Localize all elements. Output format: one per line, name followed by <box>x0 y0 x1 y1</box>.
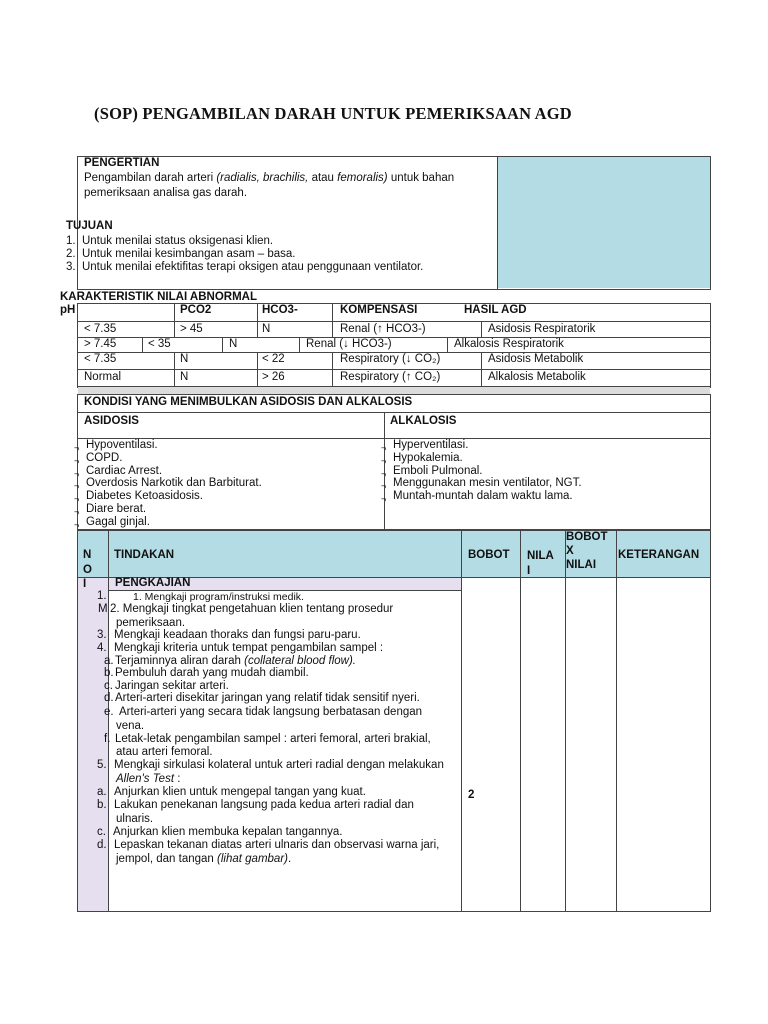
table-cell: Normal <box>84 371 122 383</box>
bullet-icon: ¬ <box>381 494 387 505</box>
bullet-icon: ¬ <box>381 443 387 453</box>
table-cell: N <box>262 323 271 335</box>
bullet-icon: ¬ <box>381 455 387 466</box>
step-line: Arteri-arteri yang secara tidak langsung berbatasan dengan <box>119 706 423 718</box>
tujuan-item: 3. Untuk menilai efektifitas terapi oksigen atau penggunaan ventilator. <box>66 261 424 273</box>
step-line: d. <box>97 839 107 851</box>
col-header-pco2: PCO2 <box>180 304 212 316</box>
no-col-i: I <box>83 578 87 590</box>
bullet-icon: ¬ <box>74 468 80 479</box>
col-header-kompensasi: KOMPENSASI <box>340 304 418 316</box>
list-item: Gagal ginjal. <box>86 515 150 528</box>
step-line: Lepaskan tekanan diatas arteri ulnaris dan observasi warna jari, <box>114 839 440 851</box>
alkalosis-heading: ALKALOSIS <box>390 415 457 427</box>
table-cell: Alkalosis Respiratorik <box>454 338 564 350</box>
table-cell: < 22 <box>262 353 285 365</box>
bobot-value: 2 <box>468 789 475 801</box>
no-col-m: M <box>98 603 108 615</box>
table-cell: > 26 <box>262 371 285 383</box>
table-cell: Respiratory (↓ CO₂) <box>340 353 441 365</box>
table-cell: Asidosis Respiratorik <box>488 323 596 335</box>
header-tindakan: TINDAKAN <box>114 549 175 561</box>
step-line: 2. Mengkaji tingkat pengetahuan klien tentang prosedur <box>110 603 394 615</box>
header-bobot-x-nilai: BOBOT X NILAI <box>566 531 608 571</box>
bullet-icon: ¬ <box>74 507 80 517</box>
header-no: N O <box>83 549 92 576</box>
bullet-icon: ¬ <box>381 481 387 492</box>
step-line: Anjurkan klien membuka kepalan tangannya. <box>113 826 343 838</box>
bullet-icon: ¬ <box>74 455 80 466</box>
tujuan-heading: TUJUAN <box>66 220 113 232</box>
table-cell: N <box>180 371 189 383</box>
step-line: e. <box>104 706 114 718</box>
step-line: Jaringan sekitar arteri. <box>115 680 229 692</box>
list-item: COPD. <box>86 451 123 464</box>
step-line: b. <box>97 799 107 811</box>
col-header-hco3: HCO3- <box>262 304 298 316</box>
step-line: jempol, dan tangan (lihat gambar). <box>116 853 292 865</box>
table-cell: Renal (↓ HCO3-) <box>306 338 392 350</box>
step-line: vena. <box>116 720 145 732</box>
step-line: Arteri-arteri disekitar jaringan yang relatif tidak sensitif nyeri. <box>115 692 420 704</box>
step-line: 4. <box>97 642 107 654</box>
page-title: (SOP) PENGAMBILAN DARAH UNTUK PEMERIKSAAN AGD <box>94 104 572 123</box>
pengertian-text-line2: pemeriksaan analisa gas darah. <box>84 187 248 199</box>
table-cell: Respiratory (↑ CO₂) <box>340 371 441 383</box>
table-cell: > 7.45 <box>84 338 117 350</box>
list-item: Hyperventilasi. <box>393 439 469 451</box>
bullet-icon: ¬ <box>74 443 80 453</box>
step-line: Pembuluh darah yang mudah diambil. <box>115 667 309 679</box>
step-line: c. <box>104 680 113 692</box>
bullet-icon: ¬ <box>381 468 387 479</box>
list-item: Hypoventilasi. <box>86 439 158 451</box>
step-line: Terjaminnya aliran darah (collateral blood flow). <box>115 655 356 667</box>
table-cell: Asidosis Metabolik <box>488 353 584 365</box>
tujuan-item: 1. Untuk menilai status oksigenasi klien. <box>66 235 274 247</box>
step-line: Lakukan penekanan langsung pada kedua arteri radial dan <box>114 799 414 811</box>
pengertian-heading: PENGERTIAN <box>84 157 160 169</box>
list-item: Emboli Pulmonal. <box>393 464 483 477</box>
table-cell: Alkalosis Metabolik <box>488 371 586 383</box>
step-line: a. <box>97 786 107 798</box>
step-line: d. <box>104 692 114 704</box>
bullet-icon: ¬ <box>74 481 80 492</box>
list-item: Menggunakan mesin ventilator, NGT. <box>393 477 582 490</box>
karakteristik-heading: KARAKTERISTIK NILAI ABNORMAL <box>60 291 257 303</box>
kondisi-heading: KONDISI YANG MENIMBULKAN ASIDOSIS DAN ALKALOSIS <box>84 396 413 408</box>
header-bobot: BOBOT <box>468 549 510 561</box>
table-cell: N <box>229 338 238 350</box>
step-line: 3. <box>97 629 107 641</box>
step-line: 1. Mengkaji program/instruksi medik. <box>133 591 304 603</box>
step-line: c. <box>97 826 106 838</box>
header-keterangan: KETERANGAN <box>618 549 700 561</box>
list-item: Diare berat. <box>86 503 147 515</box>
step-line: ulnaris. <box>116 813 154 825</box>
step-line: Anjurkan klien untuk mengepal tangan yang kuat. <box>114 786 366 798</box>
step-line: f. <box>104 733 111 745</box>
table-cell: < 35 <box>148 338 171 350</box>
step-line: Mengkaji keadaan thoraks dan fungsi paru-paru. <box>114 629 361 641</box>
tujuan-item: 2. Untuk menilai kesimbangan asam – basa. <box>66 248 296 260</box>
list-item: Hypokalemia. <box>393 451 463 464</box>
step-line: 5. <box>97 759 107 771</box>
step-line: Allen's Test : <box>116 773 181 785</box>
col-header-hasil-agd: HASIL AGD <box>464 304 527 316</box>
list-item: Overdosis Narkotik dan Barbiturat. <box>86 477 262 490</box>
step-line: atau arteri femoral. <box>116 746 213 758</box>
table-cell: < 7.35 <box>84 323 117 335</box>
asidosis-heading: ASIDOSIS <box>84 415 139 427</box>
bullet-icon: ¬ <box>74 494 80 505</box>
section-pengkajian: PENGKAJIAN <box>115 577 191 589</box>
list-item: Diabetes Ketoasidosis. <box>86 490 203 503</box>
step-line: b. <box>104 667 114 679</box>
step-line: pemeriksaan. <box>116 617 186 629</box>
step-line: a. <box>104 655 114 667</box>
list-item: Cardiac Arrest. <box>86 464 163 477</box>
list-item: Muntah-muntah dalam waktu lama. <box>393 490 573 503</box>
pengertian-text-line1: Pengambilan darah arteri (radialis, brachilis, atau femoralis) untuk bahan <box>84 172 455 184</box>
step-line: Mengkaji kriteria untuk tempat pengambilan sampel : <box>114 642 384 654</box>
table-cell: N <box>180 353 189 365</box>
step-line: Letak-letak pengambilan sampel : arteri femoral, arteri brakial, <box>115 733 431 745</box>
step-line: 1. <box>97 590 107 602</box>
bullet-icon: ¬ <box>74 519 80 530</box>
table-cell: Renal (↑ HCO3-) <box>340 323 426 335</box>
header-nilai: NILA I <box>527 550 554 577</box>
table-cell: < 7.35 <box>84 353 117 365</box>
table-cell: > 45 <box>180 323 203 335</box>
col-header-ph: pH <box>60 304 76 316</box>
image-placeholder-cell <box>497 157 710 288</box>
step-line: Mengkaji sirkulasi kolateral untuk arteri radial dengan melakukan <box>114 759 444 771</box>
